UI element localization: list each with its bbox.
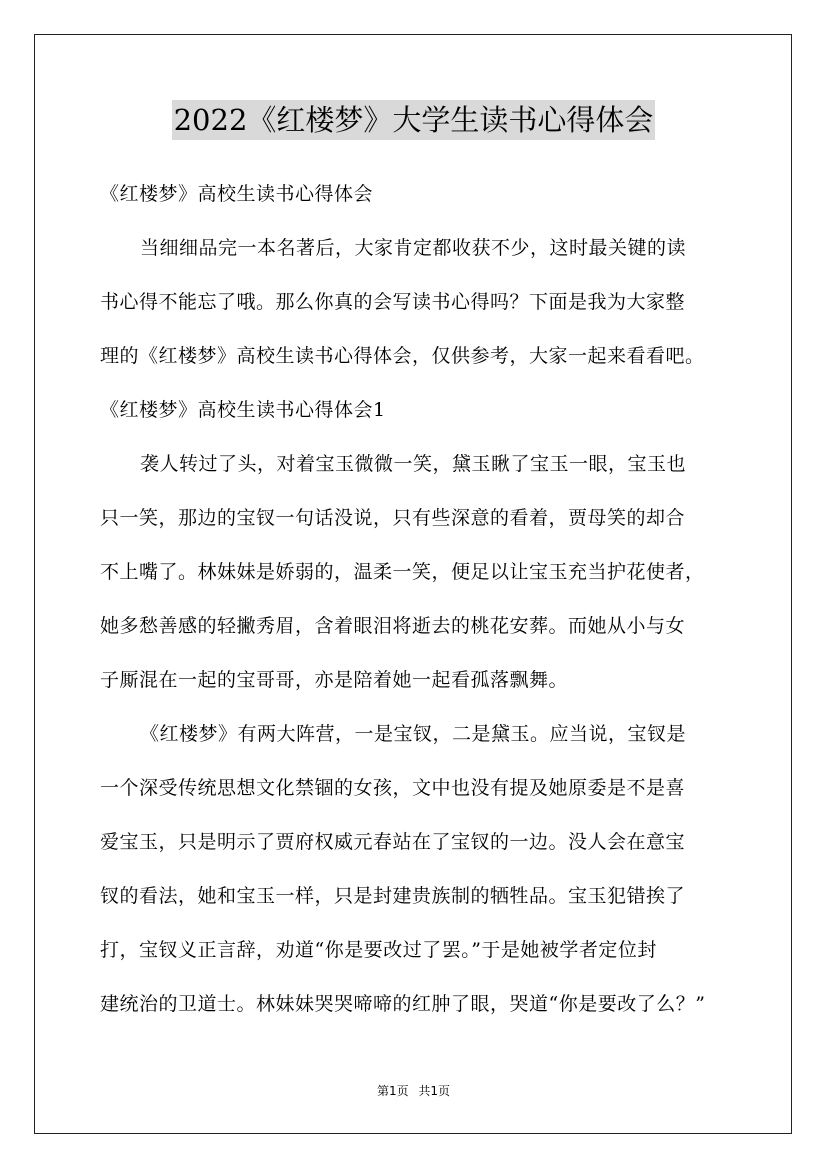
paragraph-line: 袭人转过了头，对着宝玉微微一笑，黛玉瞅了宝玉一眼，宝玉也 xyxy=(140,453,687,475)
paragraph-line: 子厮混在一起的宝哥哥，亦是陪着她一起看孤落飘舞。 xyxy=(100,669,569,691)
document-title: 2022《红楼梦》大学生读书心得体会 xyxy=(172,100,656,140)
paragraph-line: 建统治的卫道士。林妹妹哭哭啼啼的红肿了眼，哭道“你是要改了么？” xyxy=(100,993,706,1015)
paragraph-line: 《红楼梦》有两大阵营，一是宝钗，二是黛玉。应当说，宝钗是 xyxy=(140,723,687,745)
page-number-current: 第1页 xyxy=(376,1084,409,1098)
paragraph-line: 理的《红楼梦》高校生读书心得体会，仅供参考，大家一起来看看吧。 xyxy=(100,345,705,367)
page-number-total: 共1页 xyxy=(418,1084,451,1098)
page-footer xyxy=(0,1083,827,1099)
paragraph-line: 一个深受传统思想文化禁锢的女孩，文中也没有提及她原委是不是喜 xyxy=(100,777,686,799)
paragraph-line: 爱宝玉，只是明示了贾府权威元春站在了宝钗的一边。没人会在意宝 xyxy=(100,831,686,853)
section-heading: 《红楼梦》高校生读书心得体会1 xyxy=(100,399,386,421)
paragraph-line: 钗的看法，她和宝玉一样，只是封建贵族制的牺牲品。宝玉犯错挨了 xyxy=(100,885,686,907)
subtitle-line: 《红楼梦》高校生读书心得体会 xyxy=(100,183,374,205)
paragraph-line: 只一笑，那边的宝钗一句话没说，只有些深意的看着，贾母笑的却合 xyxy=(100,507,686,529)
paragraph-line: 打，宝钗义正言辞，劝道“你是要改过了罢。”于是她被学者定位封 xyxy=(100,939,657,961)
paragraph-line: 不上嘴了。林妹妹是娇弱的，温柔一笑，便足以让宝玉充当护花使者， xyxy=(100,561,705,583)
title-container xyxy=(0,100,827,140)
paragraph-line: 书心得不能忘了哦。那么你真的会写读书心得吗？下面是我为大家整 xyxy=(100,291,686,313)
paragraph-line: 她多愁善感的轻撇秀眉，含着眼泪将逝去的桃花安葬。而她从小与女 xyxy=(100,615,686,637)
paragraph-line: 当细细品完一本名著后，大家肯定都收获不少，这时最关键的读 xyxy=(140,237,687,259)
